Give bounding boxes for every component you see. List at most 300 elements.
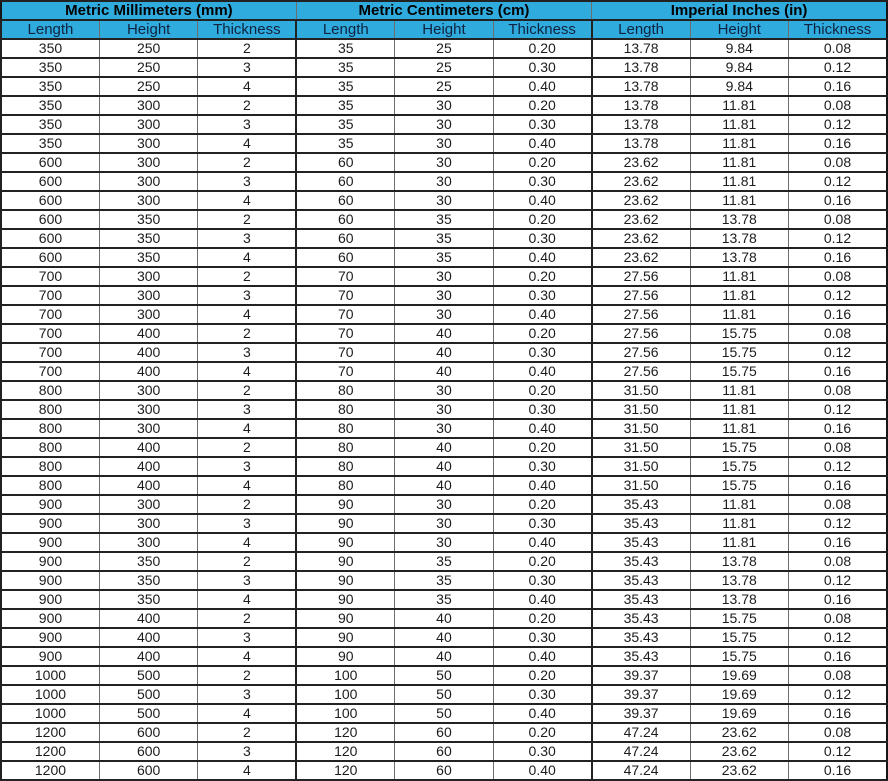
table-cell: 23.62 xyxy=(592,210,690,229)
table-row xyxy=(1,514,887,533)
table-cell: 80 xyxy=(296,400,394,419)
table-cell: 35 xyxy=(296,134,394,153)
table-cell: 11.81 xyxy=(690,305,788,324)
table-cell: 9.84 xyxy=(690,58,788,77)
table-cell: 3 xyxy=(198,115,296,134)
table-cell: 3 xyxy=(198,172,296,191)
table-cell: 0.16 xyxy=(789,134,888,153)
table-cell: 11.81 xyxy=(690,115,788,134)
table-cell: 0.40 xyxy=(493,362,591,381)
table-cell: 15.75 xyxy=(690,476,788,495)
table-cell: 31.50 xyxy=(592,457,690,476)
table-cell: 30 xyxy=(395,514,493,533)
table-cell: 300 xyxy=(99,305,197,324)
table-cell: 80 xyxy=(296,419,394,438)
table-cell: 0.08 xyxy=(789,495,888,514)
table-row xyxy=(1,590,887,609)
table-cell: 0.40 xyxy=(493,305,591,324)
table-row xyxy=(1,552,887,571)
table-row xyxy=(1,761,887,780)
table-cell: 15.75 xyxy=(690,609,788,628)
table-cell: 30 xyxy=(395,191,493,210)
table-cell: 35.43 xyxy=(592,590,690,609)
table-cell: 11.81 xyxy=(690,514,788,533)
table-cell: 90 xyxy=(296,590,394,609)
table-cell: 0.08 xyxy=(789,438,888,457)
table-cell: 350 xyxy=(1,77,99,96)
table-cell: 2 xyxy=(198,324,296,343)
table-cell: 15.75 xyxy=(690,362,788,381)
table-cell: 1200 xyxy=(1,761,99,780)
table-cell: 30 xyxy=(395,305,493,324)
table-cell: 600 xyxy=(1,172,99,191)
table-cell: 250 xyxy=(99,58,197,77)
table-cell: 600 xyxy=(99,761,197,780)
table-cell: 23.62 xyxy=(592,153,690,172)
table-cell: 400 xyxy=(99,324,197,343)
table-cell: 35 xyxy=(296,96,394,115)
table-cell: 11.81 xyxy=(690,400,788,419)
table-cell: 30 xyxy=(395,96,493,115)
table-cell: 39.37 xyxy=(592,685,690,704)
table-cell: 40 xyxy=(395,324,493,343)
table-cell: 13.78 xyxy=(592,77,690,96)
table-cell: 19.69 xyxy=(690,685,788,704)
table-cell: 500 xyxy=(99,685,197,704)
table-cell: 1200 xyxy=(1,723,99,742)
table-cell: 35 xyxy=(395,229,493,248)
table-cell: 0.20 xyxy=(493,210,591,229)
table-cell: 4 xyxy=(198,248,296,267)
table-cell: 0.40 xyxy=(493,761,591,780)
table-cell: 0.30 xyxy=(493,571,591,590)
table-cell: 50 xyxy=(395,685,493,704)
table-cell: 0.30 xyxy=(493,286,591,305)
column-header-length-in: Length xyxy=(592,20,690,39)
table-cell: 900 xyxy=(1,628,99,647)
table-cell: 0.12 xyxy=(789,229,888,248)
table-cell: 0.12 xyxy=(789,685,888,704)
table-cell: 300 xyxy=(99,533,197,552)
table-row xyxy=(1,723,887,742)
table-cell: 0.08 xyxy=(789,39,888,58)
table-cell: 300 xyxy=(99,419,197,438)
table-cell: 11.81 xyxy=(690,172,788,191)
table-cell: 0.20 xyxy=(493,39,591,58)
table-cell: 35 xyxy=(395,210,493,229)
column-header-thickness-cm: Thickness xyxy=(493,20,591,39)
table-cell: 0.16 xyxy=(789,77,888,96)
table-cell: 80 xyxy=(296,438,394,457)
table-cell: 90 xyxy=(296,514,394,533)
table-cell: 0.16 xyxy=(789,761,888,780)
table-cell: 1200 xyxy=(1,742,99,761)
table-row xyxy=(1,476,887,495)
table-cell: 35 xyxy=(395,590,493,609)
table-cell: 120 xyxy=(296,761,394,780)
table-row xyxy=(1,286,887,305)
table-cell: 0.30 xyxy=(493,172,591,191)
table-cell: 400 xyxy=(99,343,197,362)
table-cell: 2 xyxy=(198,39,296,58)
table-row xyxy=(1,362,887,381)
table-cell: 31.50 xyxy=(592,400,690,419)
table-cell: 30 xyxy=(395,419,493,438)
table-cell: 400 xyxy=(99,438,197,457)
table-cell: 400 xyxy=(99,628,197,647)
table-cell: 30 xyxy=(395,381,493,400)
table-cell: 0.20 xyxy=(493,324,591,343)
column-header-height-mm: Height xyxy=(99,20,197,39)
table-cell: 11.81 xyxy=(690,134,788,153)
table-cell: 2 xyxy=(198,153,296,172)
table-cell: 120 xyxy=(296,742,394,761)
table-cell: 13.78 xyxy=(592,96,690,115)
table-cell: 19.69 xyxy=(690,666,788,685)
table-row xyxy=(1,571,887,590)
table-cell: 0.12 xyxy=(789,172,888,191)
table-cell: 90 xyxy=(296,571,394,590)
table-cell: 0.30 xyxy=(493,400,591,419)
table-cell: 100 xyxy=(296,666,394,685)
table-cell: 4 xyxy=(198,590,296,609)
table-cell: 400 xyxy=(99,476,197,495)
table-cell: 80 xyxy=(296,457,394,476)
table-cell: 800 xyxy=(1,476,99,495)
table-cell: 60 xyxy=(296,172,394,191)
table-cell: 0.08 xyxy=(789,666,888,685)
table-cell: 13.78 xyxy=(690,590,788,609)
table-cell: 60 xyxy=(395,761,493,780)
table-cell: 0.12 xyxy=(789,286,888,305)
table-cell: 15.75 xyxy=(690,438,788,457)
table-cell: 900 xyxy=(1,514,99,533)
table-cell: 3 xyxy=(198,571,296,590)
table-cell: 300 xyxy=(99,191,197,210)
table-cell: 35.43 xyxy=(592,647,690,666)
table-row xyxy=(1,609,887,628)
table-cell: 0.20 xyxy=(493,96,591,115)
table-cell: 3 xyxy=(198,343,296,362)
table-cell: 0.16 xyxy=(789,704,888,723)
table-cell: 0.12 xyxy=(789,115,888,134)
table-cell: 90 xyxy=(296,533,394,552)
table-cell: 0.30 xyxy=(493,343,591,362)
table-cell: 19.69 xyxy=(690,704,788,723)
table-cell: 350 xyxy=(99,590,197,609)
table-cell: 31.50 xyxy=(592,476,690,495)
table-cell: 23.62 xyxy=(592,229,690,248)
table-row xyxy=(1,628,887,647)
table-cell: 35.43 xyxy=(592,495,690,514)
table-cell: 30 xyxy=(395,267,493,286)
table-cell: 27.56 xyxy=(592,343,690,362)
table-cell: 70 xyxy=(296,286,394,305)
group-header-metric-millimeters: Metric Millimeters (mm) xyxy=(1,1,296,20)
table-cell: 50 xyxy=(395,666,493,685)
table-cell: 11.81 xyxy=(690,419,788,438)
table-cell: 23.62 xyxy=(690,742,788,761)
table-cell: 2 xyxy=(198,267,296,286)
column-header-row xyxy=(1,20,887,39)
table-cell: 11.81 xyxy=(690,191,788,210)
table-cell: 60 xyxy=(395,723,493,742)
table-cell: 35 xyxy=(395,571,493,590)
table-row xyxy=(1,419,887,438)
table-cell: 350 xyxy=(99,552,197,571)
table-row xyxy=(1,533,887,552)
table-cell: 23.62 xyxy=(690,723,788,742)
table-cell: 35.43 xyxy=(592,628,690,647)
table-cell: 2 xyxy=(198,666,296,685)
table-cell: 0.16 xyxy=(789,305,888,324)
table-row xyxy=(1,381,887,400)
table-cell: 35.43 xyxy=(592,533,690,552)
table-cell: 35.43 xyxy=(592,609,690,628)
table-cell: 4 xyxy=(198,476,296,495)
table-cell: 300 xyxy=(99,495,197,514)
table-cell: 70 xyxy=(296,267,394,286)
table-cell: 0.08 xyxy=(789,267,888,286)
table-cell: 13.78 xyxy=(592,58,690,77)
table-cell: 0.40 xyxy=(493,77,591,96)
table-cell: 250 xyxy=(99,77,197,96)
table-head xyxy=(1,1,887,39)
table-cell: 3 xyxy=(198,742,296,761)
table-cell: 0.40 xyxy=(493,647,591,666)
table-cell: 700 xyxy=(1,324,99,343)
table-cell: 0.16 xyxy=(789,647,888,666)
table-cell: 350 xyxy=(1,115,99,134)
table-cell: 0.12 xyxy=(789,514,888,533)
table-cell: 11.81 xyxy=(690,381,788,400)
table-cell: 600 xyxy=(99,723,197,742)
table-cell: 350 xyxy=(99,229,197,248)
table-cell: 30 xyxy=(395,153,493,172)
table-cell: 15.75 xyxy=(690,324,788,343)
table-cell: 13.78 xyxy=(690,552,788,571)
table-cell: 350 xyxy=(99,210,197,229)
table-cell: 4 xyxy=(198,761,296,780)
table-cell: 0.16 xyxy=(789,476,888,495)
table-cell: 350 xyxy=(1,134,99,153)
table-cell: 30 xyxy=(395,533,493,552)
table-cell: 47.24 xyxy=(592,723,690,742)
table-cell: 600 xyxy=(1,153,99,172)
table-cell: 800 xyxy=(1,457,99,476)
table-cell: 40 xyxy=(395,628,493,647)
table-cell: 0.40 xyxy=(493,134,591,153)
table-cell: 300 xyxy=(99,115,197,134)
table-cell: 0.08 xyxy=(789,96,888,115)
table-cell: 40 xyxy=(395,647,493,666)
table-cell: 3 xyxy=(198,58,296,77)
table-cell: 13.78 xyxy=(592,115,690,134)
table-row xyxy=(1,457,887,476)
table-cell: 0.16 xyxy=(789,590,888,609)
table-cell: 3 xyxy=(198,514,296,533)
table-cell: 0.08 xyxy=(789,210,888,229)
column-header-thickness-mm: Thickness xyxy=(198,20,296,39)
table-cell: 9.84 xyxy=(690,77,788,96)
table-cell: 120 xyxy=(296,723,394,742)
table-cell: 40 xyxy=(395,476,493,495)
table-cell: 60 xyxy=(296,153,394,172)
table-cell: 35 xyxy=(395,552,493,571)
table-cell: 40 xyxy=(395,457,493,476)
table-cell: 0.30 xyxy=(493,628,591,647)
table-cell: 700 xyxy=(1,305,99,324)
table-row xyxy=(1,58,887,77)
table-cell: 90 xyxy=(296,628,394,647)
table-row xyxy=(1,96,887,115)
column-header-height-cm: Height xyxy=(395,20,493,39)
table-cell: 35 xyxy=(296,39,394,58)
table-cell: 27.56 xyxy=(592,324,690,343)
table-cell: 300 xyxy=(99,172,197,191)
table-cell: 2 xyxy=(198,96,296,115)
table-row xyxy=(1,39,887,58)
table-cell: 60 xyxy=(296,248,394,267)
table-cell: 11.81 xyxy=(690,533,788,552)
table-cell: 2 xyxy=(198,552,296,571)
table-cell: 2 xyxy=(198,381,296,400)
table-cell: 900 xyxy=(1,609,99,628)
table-cell: 40 xyxy=(395,362,493,381)
table-cell: 0.08 xyxy=(789,552,888,571)
table-cell: 600 xyxy=(1,229,99,248)
table-cell: 35 xyxy=(296,77,394,96)
table-cell: 0.16 xyxy=(789,419,888,438)
table-cell: 0.08 xyxy=(789,324,888,343)
table-cell: 30 xyxy=(395,495,493,514)
table-cell: 0.20 xyxy=(493,723,591,742)
table-cell: 100 xyxy=(296,685,394,704)
table-cell: 0.40 xyxy=(493,704,591,723)
table-cell: 0.40 xyxy=(493,590,591,609)
table-cell: 35 xyxy=(296,115,394,134)
table-cell: 30 xyxy=(395,400,493,419)
table-cell: 3 xyxy=(198,400,296,419)
table-cell: 47.24 xyxy=(592,761,690,780)
table-cell: 800 xyxy=(1,438,99,457)
table-cell: 700 xyxy=(1,286,99,305)
table-cell: 300 xyxy=(99,96,197,115)
table-cell: 40 xyxy=(395,609,493,628)
table-row xyxy=(1,400,887,419)
table-cell: 11.81 xyxy=(690,96,788,115)
table-cell: 0.30 xyxy=(493,514,591,533)
table-row xyxy=(1,666,887,685)
table-cell: 23.62 xyxy=(690,761,788,780)
table-cell: 900 xyxy=(1,533,99,552)
table-cell: 0.12 xyxy=(789,343,888,362)
table-cell: 60 xyxy=(296,191,394,210)
table-cell: 30 xyxy=(395,115,493,134)
table-cell: 900 xyxy=(1,495,99,514)
table-cell: 0.30 xyxy=(493,457,591,476)
table-cell: 31.50 xyxy=(592,381,690,400)
table-cell: 47.24 xyxy=(592,742,690,761)
table-cell: 700 xyxy=(1,362,99,381)
table-cell: 13.78 xyxy=(690,229,788,248)
table-cell: 500 xyxy=(99,666,197,685)
table-cell: 15.75 xyxy=(690,647,788,666)
table-cell: 300 xyxy=(99,514,197,533)
table-cell: 13.78 xyxy=(592,134,690,153)
table-cell: 0.20 xyxy=(493,438,591,457)
table-cell: 0.08 xyxy=(789,723,888,742)
table-cell: 31.50 xyxy=(592,419,690,438)
column-header-length-cm: Length xyxy=(296,20,394,39)
table-cell: 25 xyxy=(395,58,493,77)
column-header-height-in: Height xyxy=(690,20,788,39)
table-cell: 0.12 xyxy=(789,457,888,476)
table-cell: 4 xyxy=(198,362,296,381)
table-cell: 30 xyxy=(395,172,493,191)
table-cell: 3 xyxy=(198,229,296,248)
table-cell: 0.16 xyxy=(789,533,888,552)
table-cell: 600 xyxy=(1,210,99,229)
table-cell: 0.20 xyxy=(493,267,591,286)
table-cell: 350 xyxy=(1,96,99,115)
table-cell: 4 xyxy=(198,77,296,96)
table-cell: 0.08 xyxy=(789,381,888,400)
table-cell: 27.56 xyxy=(592,267,690,286)
table-cell: 13.78 xyxy=(690,248,788,267)
table-body xyxy=(1,39,887,780)
table-cell: 3 xyxy=(198,457,296,476)
table-row xyxy=(1,248,887,267)
table-cell: 4 xyxy=(198,134,296,153)
table-cell: 0.20 xyxy=(493,381,591,400)
table-cell: 11.81 xyxy=(690,495,788,514)
table-cell: 90 xyxy=(296,609,394,628)
table-cell: 31.50 xyxy=(592,438,690,457)
column-header-length-mm: Length xyxy=(1,20,99,39)
table-cell: 35.43 xyxy=(592,552,690,571)
table-cell: 0.12 xyxy=(789,400,888,419)
table-row xyxy=(1,172,887,191)
table-row xyxy=(1,153,887,172)
table-cell: 900 xyxy=(1,571,99,590)
table-cell: 70 xyxy=(296,362,394,381)
table-cell: 0.30 xyxy=(493,685,591,704)
table-cell: 4 xyxy=(198,305,296,324)
table-cell: 40 xyxy=(395,343,493,362)
table-cell: 900 xyxy=(1,647,99,666)
table-row xyxy=(1,134,887,153)
table-cell: 15.75 xyxy=(690,457,788,476)
table-cell: 40 xyxy=(395,438,493,457)
table-cell: 90 xyxy=(296,495,394,514)
table-cell: 800 xyxy=(1,419,99,438)
table-cell: 4 xyxy=(198,419,296,438)
table-cell: 300 xyxy=(99,153,197,172)
table-cell: 13.78 xyxy=(690,210,788,229)
table-cell: 900 xyxy=(1,552,99,571)
table-row xyxy=(1,229,887,248)
table-cell: 400 xyxy=(99,457,197,476)
table-cell: 39.37 xyxy=(592,666,690,685)
table-cell: 0.12 xyxy=(789,571,888,590)
table-cell: 23.62 xyxy=(592,191,690,210)
table-cell: 4 xyxy=(198,191,296,210)
table-cell: 0.30 xyxy=(493,115,591,134)
table-cell: 3 xyxy=(198,286,296,305)
table-cell: 11.81 xyxy=(690,267,788,286)
table-cell: 0.16 xyxy=(789,248,888,267)
